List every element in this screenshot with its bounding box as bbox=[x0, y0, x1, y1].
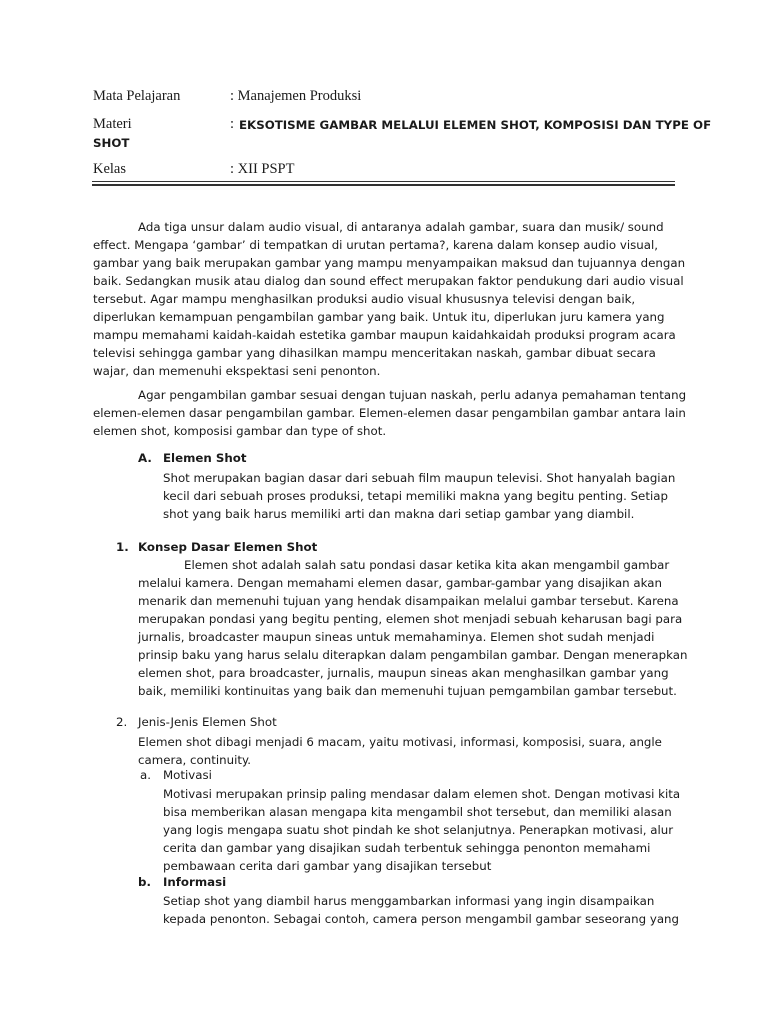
paragraph-line: elemen shot, komposisi gambar dan type of shot. bbox=[93, 424, 387, 438]
materi-value: EKSOTISME GAMBAR MELALUI ELEMEN SHOT, KOMPOSISI DAN TYPE OF bbox=[239, 118, 712, 132]
sub-b-marker: b. bbox=[138, 875, 151, 889]
paragraph-line: elemen-elemen dasar pengambilan gambar. Elemen-elemen dasar pengambilan gambar antara lain bbox=[93, 406, 686, 420]
paragraph-line: baik, memiliki kontinuitas yang baik dan memenuhi tujuan pemgambilan gambar tersebut. bbox=[138, 684, 677, 698]
paragraph-line: televisi sehingga gambar yang dihasilkan mampu menceritakan naskah, gambar dibuat secara bbox=[93, 346, 656, 360]
paragraph-line: baik. Sedangkan musik atau dialog dan sound effect merupakan faktor pendukung dari audio visual bbox=[93, 274, 684, 288]
intro-paragraph-2 bbox=[93, 386, 686, 440]
paragraph-line: gambar yang baik merupakan gambar yang mampu menyampaikan maksud dan tujuannya dengan bbox=[93, 256, 686, 270]
paragraph-line: menarik dan memenuhi tujuan yang hendak disampaikan melalui gambar tersebut. Karena bbox=[138, 594, 679, 608]
paragraph-line: Elemen shot adalah salah satu pondasi dasar ketika kita akan mengambil gambar bbox=[184, 558, 670, 572]
paragraph-line: Shot merupakan bagian dasar dari sebuah film maupun televisi. Shot hanyalah bagian bbox=[163, 471, 676, 485]
section-a-body bbox=[163, 469, 675, 523]
paragraph-line: Motivasi merupakan prinsip paling mendasar dalam elemen shot. Dengan motivasi kita bbox=[163, 787, 681, 801]
paragraph-line: cerita dan gambar yang disajikan sudah terbentuk sehingga penonton memahami bbox=[163, 841, 651, 855]
paragraph-line: kepada penonton. Sebagai contoh, camera person mengambil gambar seseorang yang bbox=[163, 912, 680, 926]
paragraph-line: diperlukan kemampuan pengambilan gambar yang baik. Untuk itu, diperlukan juru kamera yang bbox=[93, 310, 665, 324]
paragraph-line: melalui kamera. Dengan memahami elemen dasar, gambar-gambar yang disajikan akan bbox=[138, 576, 662, 590]
paragraph-line: bisa memberikan alasan mengapa kita mengambil shot tersebut, dan memiliki alasan bbox=[163, 805, 672, 819]
header-divider-thick bbox=[92, 184, 675, 186]
section-a-marker: A. bbox=[138, 451, 152, 465]
sub-a-title: Motivasi bbox=[163, 768, 212, 782]
section-1-marker: 1. bbox=[116, 540, 129, 554]
paragraph-line: jurnalis, broadcaster maupun sineas untuk memahaminya. Elemen shot sudah menjadi bbox=[138, 630, 655, 644]
mapel-label: Mata Pelajaran bbox=[93, 88, 181, 104]
sub-b-body bbox=[163, 892, 679, 928]
kelas-value: : XII PSPT bbox=[230, 161, 295, 177]
paragraph-line: camera, continuity. bbox=[138, 753, 252, 767]
paragraph-line: effect. Mengapa ‘gambar’ di tempatkan di urutan pertama?, karena dalam konsep audio visual, bbox=[93, 238, 658, 252]
section-1-body bbox=[138, 556, 687, 700]
paragraph-line: Elemen shot dibagi menjadi 6 macam, yaitu motivasi, informasi, komposisi, suara, angle bbox=[138, 735, 662, 749]
paragraph-line: prinsip baku yang harus selalu diterapkan dalam pengambilan gambar. Dengan menerapkan bbox=[138, 648, 688, 662]
paragraph-line: Ada tiga unsur dalam audio visual, di antaranya adalah gambar, suara dan musik/ sound bbox=[138, 220, 664, 234]
paragraph-line: kecil dari sebuah proses produksi, tetapi memiliki makna yang begitu penting. Setiap bbox=[163, 489, 668, 503]
paragraph-line: wajar, dan memenuhi ekspektasi seni penonton. bbox=[93, 364, 381, 378]
kelas-label: Kelas bbox=[93, 161, 127, 177]
header-divider-thin bbox=[92, 181, 675, 182]
section-2-marker: 2. bbox=[116, 715, 128, 729]
section-1-title: Konsep Dasar Elemen Shot bbox=[138, 540, 318, 554]
materi-colon: : bbox=[230, 116, 235, 132]
paragraph-line: shot yang baik harus memiliki arti dan makna dari setiap gambar yang diambil. bbox=[163, 507, 635, 521]
materi-label: Materi bbox=[93, 116, 132, 132]
sub-a-body bbox=[163, 785, 680, 875]
paragraph-line: Setiap shot yang diambil harus menggambarkan informasi yang ingin disampaikan bbox=[163, 894, 655, 908]
paragraph-line: merupakan pondasi yang begitu penting, elemen shot menjadi sebuah keharusan bagi para bbox=[138, 612, 683, 626]
paragraph-line: pembawaan cerita dari gambar yang disajikan tersebut bbox=[163, 859, 492, 873]
paragraph-line: yang logis mengapa suatu shot pindah ke shot selanjutnya. Penerapkan motivasi, alur bbox=[163, 823, 674, 837]
paragraph-line: mampu memahami kaidah-kaidah estetika gambar maupun kaidahkaidah produksi program acara bbox=[93, 328, 676, 342]
mapel-value: : Manajemen Produksi bbox=[230, 88, 362, 104]
sub-a-marker: a. bbox=[140, 768, 151, 782]
paragraph-line: Agar pengambilan gambar sesuai dengan tujuan naskah, perlu adanya pemahaman tentang bbox=[138, 388, 687, 402]
sub-b-title: Informasi bbox=[163, 875, 227, 889]
intro-paragraph-1 bbox=[93, 218, 685, 380]
section-2-body bbox=[138, 733, 662, 769]
materi-value-continued: SHOT bbox=[93, 136, 130, 150]
paragraph-line: elemen shot, para broadcaster, jurnalis, maupun sineas akan menghasilkan gambar yang bbox=[138, 666, 669, 680]
section-a-title: Elemen Shot bbox=[163, 451, 247, 465]
section-2-title: Jenis-Jenis Elemen Shot bbox=[138, 715, 277, 729]
paragraph-line: tersebut. Agar mampu menghasilkan produksi audio visual khususnya televisi dengan baik, bbox=[93, 292, 636, 306]
